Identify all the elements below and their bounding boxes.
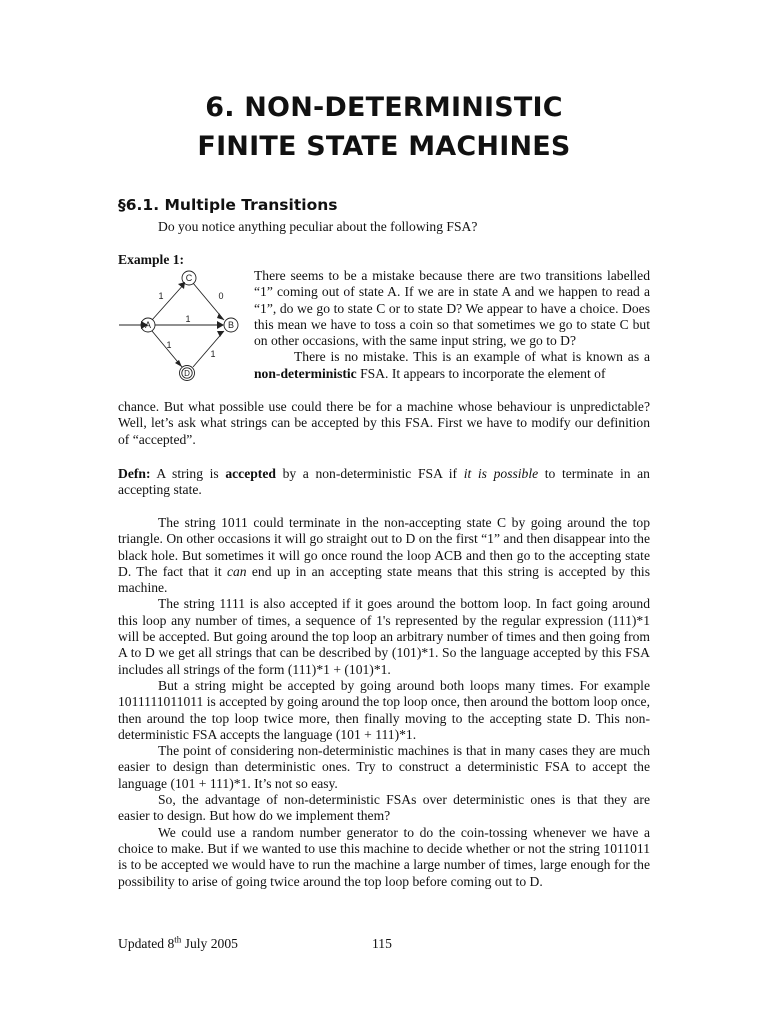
example-paragraph-2: There is no mistake. This is an example of what is known as a non-deterministic FSA. It appears to incorporate the element of	[254, 349, 650, 381]
body-paragraph-2: The string 1111 is also accepted if it goes around the bottom loop. In fact going around this loop any number of times, a sequence of 1's represented by the regular expression (111)*1 will be accepted. But going around the top loop an arbitrary number of times and then going from A to D we get all strings that can be described by (101)*1. So the language accepted by this FSA includes all strings of the form (111)*1 + (101)*1.	[118, 596, 650, 677]
state-label-b: B	[227, 320, 235, 331]
page-number: 115	[372, 936, 392, 951]
edge-label-a-c: 1	[158, 291, 164, 301]
body-text	[118, 515, 650, 890]
section-intro: Do you notice anything peculiar about the following FSA?	[158, 219, 478, 234]
state-label-a: A	[144, 320, 152, 331]
section-heading: §6.1. Multiple Transitions	[118, 196, 338, 214]
edge-a-c	[152, 283, 185, 320]
arrowhead-d-b	[217, 331, 224, 337]
body-paragraph-3: But a string might be accepted by going around both loops many times. For example 1011111011011 is accepted by going around the top loop once, then around the bottom loop once, then around the top loop twice more, then finally moving to the accepting state D. This non-deterministic FSA accepts the language (101 + 111)*1.	[118, 677, 650, 742]
body-paragraph-5: So, the advantage of non-deterministic FSAs over deterministic ones is that they are easier to design. But how do we implement them?	[118, 792, 650, 824]
body-paragraph-1: The string 1011 could terminate in the non-accepting state C by going around the top triangle. On other occasions it will go straight out to D on the first “1” and then disappear into the black hole. But sometimes it will go once round the loop ACB and then go to the accepting state D. The fact that it can end up in an accepting state means that this string is accepted by this machine.	[118, 515, 651, 596]
example-label: Example 1:	[118, 252, 185, 267]
edge-label-a-d: 1	[166, 340, 172, 350]
definition: Defn: A string is accepted by a non-deterministic FSA if it is possible to terminate in an accepting state.	[118, 466, 650, 498]
state-label-d: D	[184, 369, 190, 379]
edge-label-d-b: 1	[210, 349, 216, 359]
example-side-text	[254, 268, 650, 382]
edge-d-b	[193, 331, 224, 367]
state-label-c: C	[185, 273, 193, 284]
body-paragraph-4: The point of considering non-deterministic machines is that in many cases they are much easier to design than deterministic ones. Try to construct a deterministic FSA to accept the language (101 + 111)*1. It’s not so easy.	[118, 743, 650, 791]
example-continuation: chance. But what possible use could there be for a machine whose behaviour is unpredictable? Well, let’s ask what strings can be accepted by this FSA. First we have to modify our definition of “accepted”.	[118, 399, 650, 447]
example-paragraph-1: There seems to be a mistake because there are two transitions labelled “1” coming out of state A. If we are in state A and we happen to read a “1”, do we go to state C or to state D? We appear to have a choice. Does this mean we have to toss a coin so that sometimes we go to state C but on other occasions, with the same input string, we go to D?	[254, 268, 650, 349]
arrowhead-a-d	[175, 360, 182, 367]
chapter-title-line1: 6. NON-DETERMINISTIC	[205, 92, 563, 123]
fsa-diagram	[115, 268, 245, 386]
body-paragraph-6: We could use a random number generator to do the coin-tossing whenever we have a choice to make. But if we wanted to use this machine to decide whether or not the string 1011011 is to be accepted we would have to run the machine a large number of times, large enough for the possibility to arise of going twice around the top loop before coming out to D.	[118, 824, 650, 889]
edge-label-c-b: 0	[218, 291, 224, 301]
arrowhead-a-c	[178, 282, 185, 289]
arrowhead-c-b	[217, 313, 224, 320]
edge-label-a-b: 1	[185, 314, 191, 324]
chapter-title-line2: FINITE STATE MACHINES	[197, 131, 571, 162]
arrowhead-a-b	[217, 321, 224, 329]
footer-updated: Updated 8th July 2005	[118, 934, 238, 951]
